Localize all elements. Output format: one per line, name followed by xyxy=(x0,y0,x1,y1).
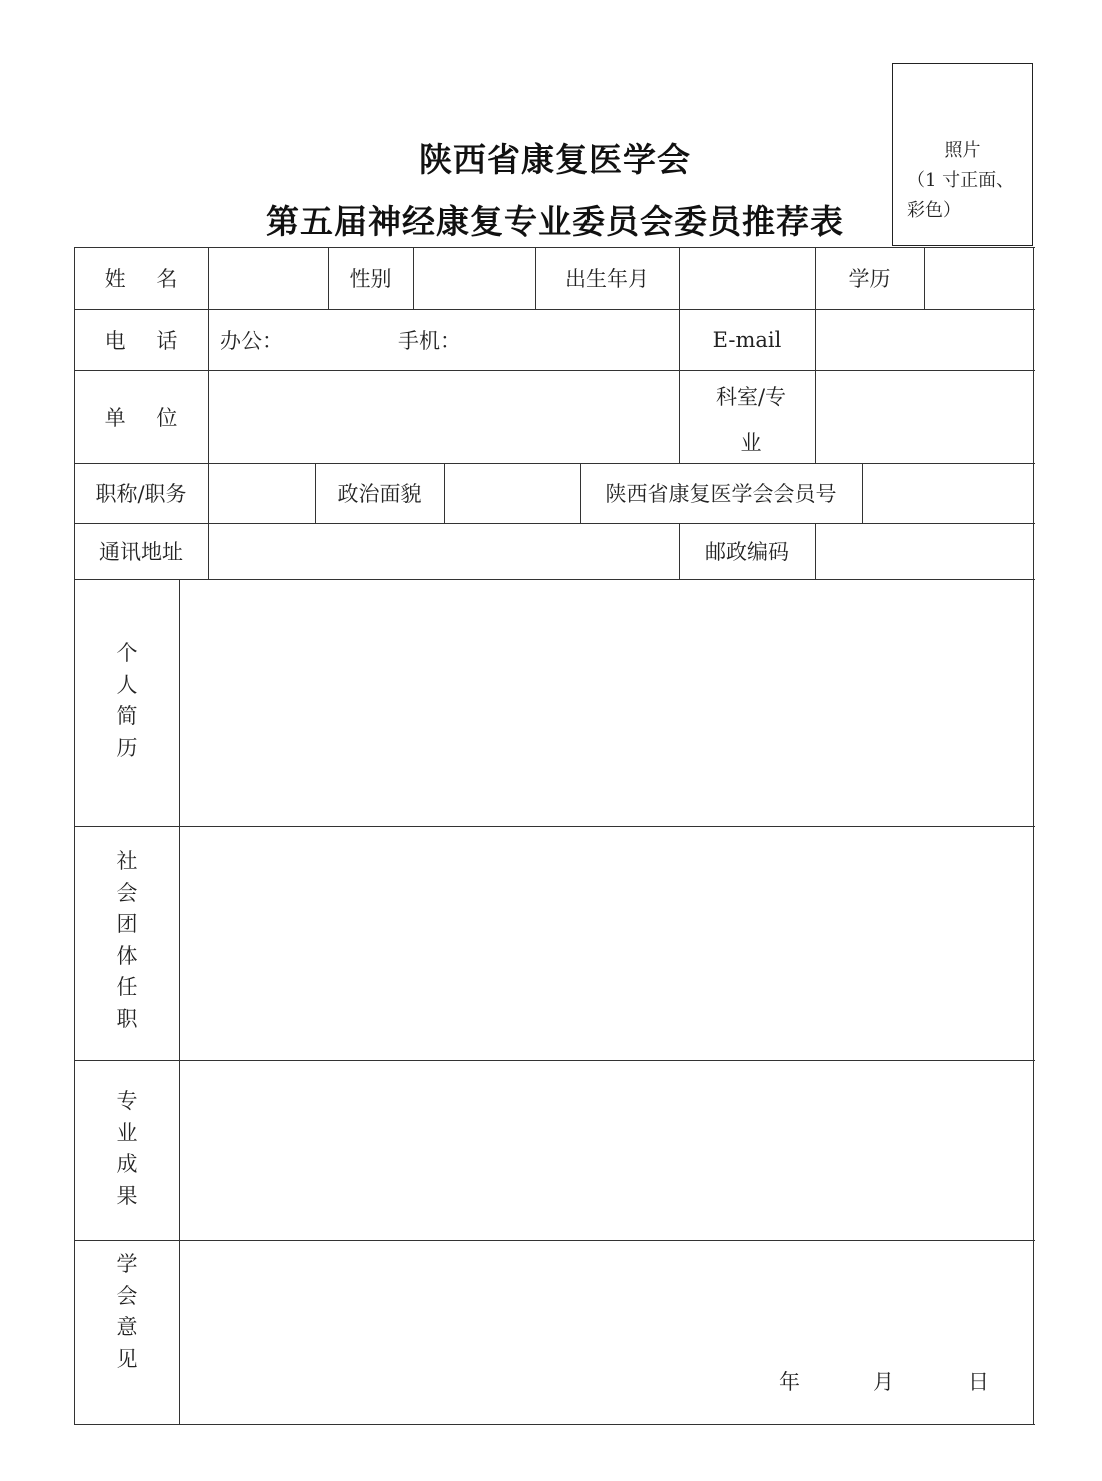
title-post-field[interactable] xyxy=(209,464,315,523)
resume-label: 个 人 简 历 xyxy=(116,641,138,760)
achievements-field[interactable] xyxy=(181,1062,1033,1240)
photo-box[interactable] xyxy=(892,63,1033,246)
name-label: 姓 名 xyxy=(104,267,190,291)
table-border-bottom xyxy=(74,1424,1035,1425)
name-field[interactable] xyxy=(209,248,328,309)
office-phone-field[interactable] xyxy=(300,310,395,370)
phone-label: 电 话 xyxy=(104,328,190,353)
unit-field[interactable] xyxy=(209,371,679,463)
email-field[interactable] xyxy=(816,310,1033,370)
unit-label: 单 位 xyxy=(104,405,190,430)
postcode-field[interactable] xyxy=(816,524,1033,579)
office-phone-label: 办公： xyxy=(220,328,283,353)
signature-day: 日 xyxy=(968,1370,989,1394)
mobile-field[interactable] xyxy=(478,310,678,370)
table-border-right xyxy=(1033,247,1034,1425)
gender-field[interactable] xyxy=(414,248,535,309)
education-field[interactable] xyxy=(925,248,1033,309)
department-label-line2: 业 xyxy=(740,431,762,455)
address-field[interactable] xyxy=(209,524,679,579)
resume-field[interactable] xyxy=(181,581,1033,826)
gender-label: 性别 xyxy=(349,267,392,291)
social-positions-field[interactable] xyxy=(181,828,1033,1060)
postcode-label: 邮政编码 xyxy=(705,540,789,564)
form-title: 陕西省康复医学会 xyxy=(419,140,691,179)
society-opinion-label: 学 会 意 见 xyxy=(116,1252,138,1371)
achievements-label: 专 业 成 果 xyxy=(116,1089,138,1208)
member-number-label: 陕西省康复医学会会员号 xyxy=(605,482,837,506)
email-label: E-mail xyxy=(712,327,782,352)
education-label: 学历 xyxy=(848,267,891,291)
form-subtitle: 第五届神经康复专业委员会委员推荐表 xyxy=(266,202,844,241)
signature-month: 月 xyxy=(873,1370,894,1394)
political-label: 政治面貌 xyxy=(337,482,422,506)
department-field[interactable] xyxy=(816,371,1033,463)
title-post-label: 职称/职务 xyxy=(95,482,187,506)
department-label-line1: 科室/专 xyxy=(715,385,787,409)
photo-spec-line1: （1 寸正面、 xyxy=(907,170,1015,191)
address-label: 通讯地址 xyxy=(99,540,183,564)
photo-spec-line2: 彩色） xyxy=(907,200,961,221)
signature-year: 年 xyxy=(779,1370,800,1394)
member-number-field[interactable] xyxy=(863,464,1033,523)
social-positions-label: 社 会 团 体 任 职 xyxy=(116,849,138,1031)
society-opinion-field[interactable] xyxy=(181,1242,1033,1424)
photo-label: 照片 xyxy=(944,140,981,161)
political-field[interactable] xyxy=(445,464,580,523)
mobile-label: 手机： xyxy=(398,328,461,353)
birth-label: 出生年月 xyxy=(565,267,649,291)
birth-field[interactable] xyxy=(680,248,815,309)
